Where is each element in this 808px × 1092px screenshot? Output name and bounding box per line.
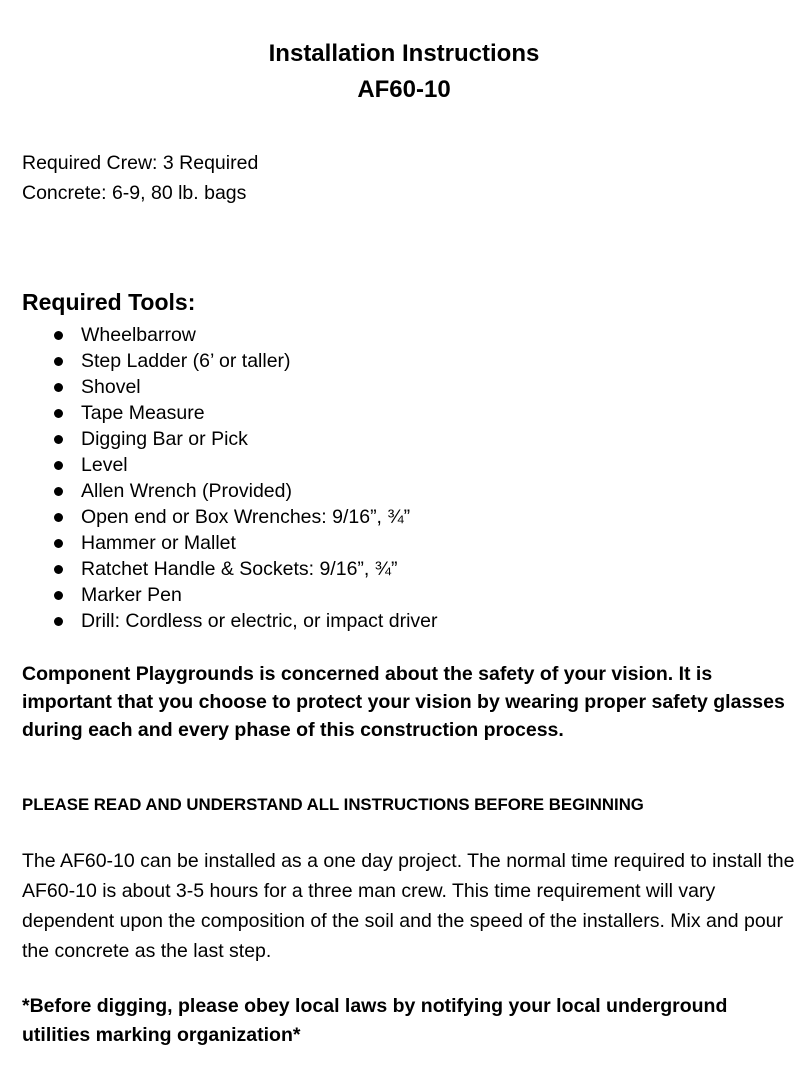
bullet-icon [54,383,63,392]
digging-warning: *Before digging, please obey local laws by notifying your local underground utilities marking organization* [22,995,728,1046]
tools-heading: Required Tools: [22,289,196,315]
bullet-icon [54,331,63,340]
tool-label: Wheelbarrow [81,324,196,346]
tool-label: Open end or Box Wrenches: 9/16”, ¾” [81,506,411,528]
read-instructions-notice: PLEASE READ AND UNDERSTAND ALL INSTRUCTIONS BEFORE BEGINNING [22,795,644,814]
bullet-icon [54,461,63,470]
tool-label: Shovel [81,376,141,398]
bullet-icon [54,409,63,418]
bullet-icon [54,539,63,548]
bullet-icon [54,435,63,444]
bullet-icon [54,565,63,574]
bullet-icon [54,591,63,600]
concrete-requirement: Concrete: 6-9, 80 lb. bags [22,182,247,204]
installation-description: The AF60-10 can be installed as a one day project. The normal time required to install the AF60-10 is about 3-5 hours for a three man crew. This time requirement will vary dependent upon the composition of the soil and the speed of the installers. Mix and pour the concrete as the last step. [22,850,795,962]
required-crew: Required Crew: 3 Required [22,152,259,174]
tool-label: Ratchet Handle & Sockets: 9/16”, ¾” [81,558,398,580]
tool-label: Allen Wrench (Provided) [81,480,292,502]
page-title: Installation Instructions [268,40,540,67]
tool-label: Drill: Cordless or electric, or impact driver [81,610,438,632]
tool-label: Hammer or Mallet [81,532,236,554]
bullet-icon [54,487,63,496]
bullet-icon [54,357,63,366]
tool-label: Digging Bar or Pick [81,428,248,450]
tool-label: Marker Pen [81,584,182,606]
tool-label: Level [81,454,128,476]
safety-notice: Component Playgrounds is concerned about the safety of your vision. It is important that you choose to protect your vision by wearing proper safety glasses during each and every phase of this construction process. [22,663,785,741]
model-number: AF60-10 [357,76,451,103]
bullet-icon [54,513,63,522]
tool-label: Step Ladder (6’ or taller) [81,350,291,372]
bullet-icon [54,617,63,626]
tool-label: Tape Measure [81,402,205,424]
